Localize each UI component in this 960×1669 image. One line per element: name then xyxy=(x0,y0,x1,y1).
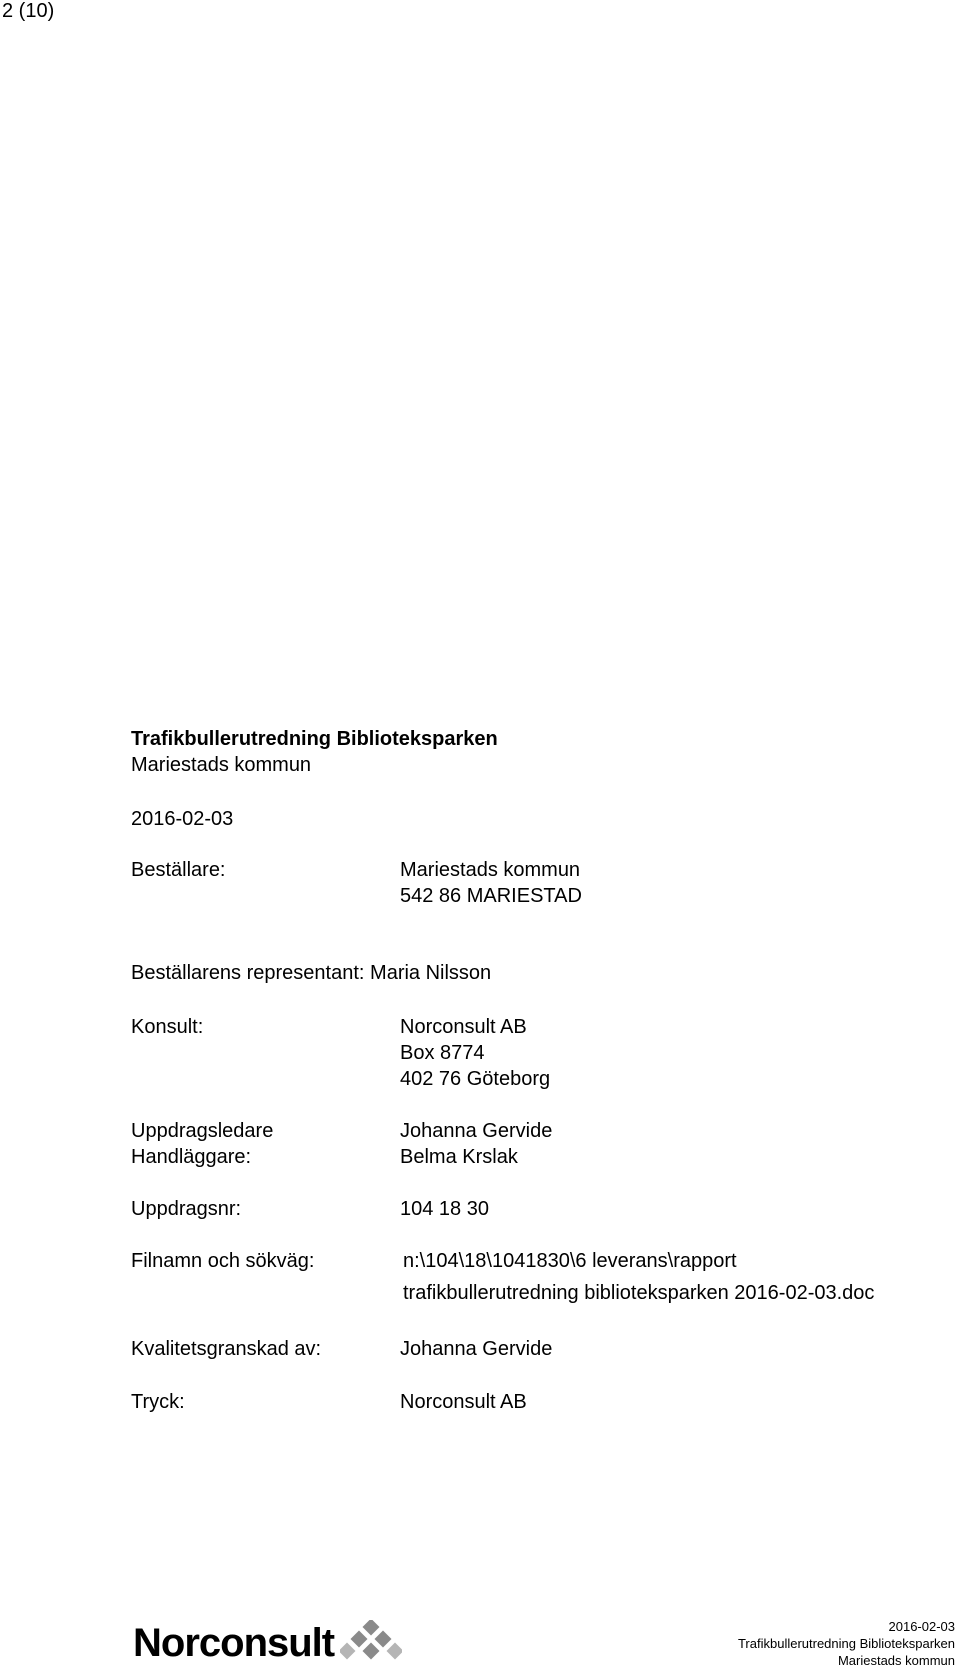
kvalitet-label: Kvalitetsgranskad av: xyxy=(131,1338,322,1360)
handlaggare-value: Belma Krslak xyxy=(400,1146,518,1168)
client-name: Mariestads kommun xyxy=(131,754,312,776)
uppdragsledare-label: Uppdragsledare xyxy=(131,1120,274,1142)
footer-meta xyxy=(738,1618,955,1669)
filnamn-line2: trafikbullerutredning biblioteksparken 2016-02-03.doc xyxy=(403,1282,875,1304)
footer-report-title: Trafikbullerutredning Biblioteksparken xyxy=(737,1636,955,1651)
bestallare-label: Beställare: xyxy=(131,859,226,881)
norconsult-logo xyxy=(133,1620,402,1666)
bestallare-line1: Mariestads kommun xyxy=(400,859,581,881)
footer-date: 2016-02-03 xyxy=(888,1619,955,1634)
handlaggare-label: Handläggare: xyxy=(131,1146,252,1168)
document-title: Trafikbullerutredning Biblioteksparken xyxy=(131,728,498,750)
representant-label: Beställarens representant: xyxy=(131,962,365,984)
kvalitet-value: Johanna Gervide xyxy=(400,1338,553,1360)
tryck-value: Norconsult AB xyxy=(400,1391,527,1413)
representant-row xyxy=(131,960,491,986)
filnamn-label: Filnamn och sökväg: xyxy=(131,1250,315,1272)
konsult-line3: 402 76 Göteborg xyxy=(400,1068,551,1090)
tryck-label: Tryck: xyxy=(131,1391,185,1413)
konsult-label: Konsult: xyxy=(131,1016,204,1038)
uppdragsnr-value: 104 18 30 xyxy=(400,1198,489,1220)
konsult-line1: Norconsult AB xyxy=(400,1016,527,1038)
document-date: 2016-02-03 xyxy=(131,808,234,830)
logo-wordmark: Norconsult xyxy=(133,1621,335,1665)
representant-value: Maria Nilsson xyxy=(370,962,492,984)
uppdragsledare-value: Johanna Gervide xyxy=(400,1120,553,1142)
bestallare-line2: 542 86 MARIESTAD xyxy=(400,885,582,907)
page-number: 2 (10) xyxy=(2,0,55,22)
norconsult-diamond-logo-icon xyxy=(340,1620,402,1666)
uppdragsnr-label: Uppdragsnr: xyxy=(131,1198,242,1220)
filnamn-line1: n:\104\18\1041830\6 leverans\rapport xyxy=(403,1250,737,1272)
footer-client: Mariestads kommun xyxy=(837,1653,955,1668)
konsult-line2: Box 8774 xyxy=(400,1042,485,1064)
